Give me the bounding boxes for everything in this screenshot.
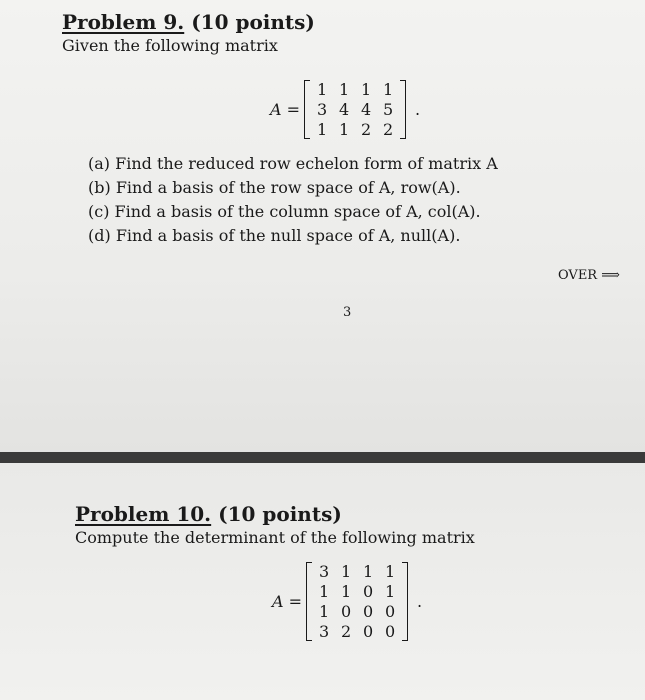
matrix-lhs: A = — [270, 100, 301, 119]
matrix-cell: 0 — [362, 582, 374, 601]
matrix-cell: 2 — [360, 120, 372, 139]
matrix-cell: 0 — [384, 602, 396, 621]
matrix-entries — [310, 80, 400, 139]
problem-10-intro: Compute the determinant of the following matrix — [75, 528, 475, 547]
matrix-cell: 0 — [362, 622, 374, 641]
problem-10-label: Problem 10. — [75, 502, 212, 526]
matrix-cell: 1 — [316, 80, 328, 99]
matrix-cell: 1 — [340, 562, 352, 581]
matrix-cell: 1 — [338, 120, 350, 139]
matrix-cell: 3 — [316, 100, 328, 119]
problem-10-points: (10 points) — [218, 502, 342, 526]
matrix-period: . — [415, 100, 421, 119]
matrix-period: . — [417, 592, 423, 611]
matrix-entries — [312, 562, 402, 641]
problem-10-title — [75, 502, 342, 526]
right-bracket — [402, 562, 408, 641]
matrix-cell: 2 — [382, 120, 394, 139]
matrix-cell: 1 — [316, 120, 328, 139]
matrix-cell: 1 — [362, 562, 374, 581]
matrix-cell: 0 — [384, 622, 396, 641]
part-b: (b) Find a basis of the row space of A, row(A). — [88, 178, 461, 197]
matrix-cell: 4 — [360, 100, 372, 119]
matrix-cell: 3 — [318, 562, 330, 581]
matrix-cell: 1 — [318, 602, 330, 621]
matrix-cell: 0 — [362, 602, 374, 621]
matrix-cell: 0 — [340, 602, 352, 621]
problem-10-matrix — [272, 562, 422, 641]
matrix-cell: 1 — [338, 80, 350, 99]
matrix-cell: 1 — [360, 80, 372, 99]
matrix-cell: 1 — [384, 582, 396, 601]
matrix-lhs: A = — [272, 592, 303, 611]
matrix-cell: 2 — [340, 622, 352, 641]
problem-9-title — [62, 10, 315, 34]
right-bracket — [400, 80, 406, 139]
matrix-cell: 3 — [318, 622, 330, 641]
part-c: (c) Find a basis of the column space of A, col(A). — [88, 202, 481, 221]
matrix-cell: 4 — [338, 100, 350, 119]
matrix-cell: 5 — [382, 100, 394, 119]
part-a: (a) Find the reduced row echelon form of matrix A — [88, 154, 498, 173]
matrix-cell: 1 — [382, 80, 394, 99]
over-label: OVER ⟹ — [558, 268, 620, 283]
problem-9-matrix — [270, 80, 420, 139]
problem-9-points: (10 points) — [191, 10, 315, 34]
part-d: (d) Find a basis of the null space of A, null(A). — [88, 226, 461, 245]
page-divider — [0, 452, 645, 463]
matrix-cell: 1 — [384, 562, 396, 581]
problem-9-intro: Given the following matrix — [62, 36, 278, 55]
matrix-cell: 1 — [340, 582, 352, 601]
page-number: 3 — [343, 305, 352, 320]
problem-9-label: Problem 9. — [62, 10, 185, 34]
matrix-cell: 1 — [318, 582, 330, 601]
problem-9-parts — [88, 152, 498, 248]
